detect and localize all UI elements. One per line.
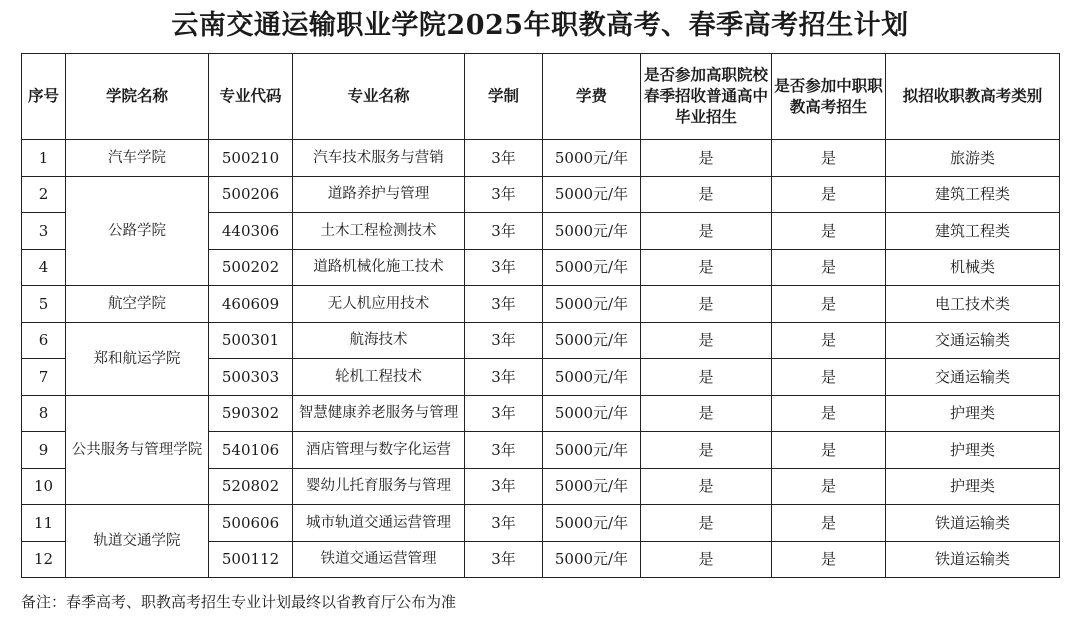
cell-major: 航海技术	[293, 322, 465, 359]
cell-fee: 5000元/年	[543, 213, 641, 250]
cell-duration: 3年	[465, 286, 543, 323]
cell-no: 12	[22, 541, 66, 578]
cell-major: 酒店管理与数字化运营	[293, 432, 465, 469]
cell-vocational-admission: 是	[772, 140, 886, 177]
cell-fee: 5000元/年	[543, 140, 641, 177]
table-body	[22, 140, 1060, 578]
cell-duration: 3年	[465, 541, 543, 578]
cell-duration: 3年	[465, 176, 543, 213]
cell-college: 公路学院	[66, 176, 209, 286]
cell-spring-admission: 是	[641, 322, 772, 359]
cell-major: 城市轨道交通运营管理	[293, 505, 465, 542]
cell-code: 460609	[209, 286, 293, 323]
cell-duration: 3年	[465, 249, 543, 286]
cell-fee: 5000元/年	[543, 468, 641, 505]
cell-code: 500303	[209, 359, 293, 396]
cell-code: 440306	[209, 213, 293, 250]
cell-no: 2	[22, 176, 66, 213]
cell-code: 590302	[209, 395, 293, 432]
table-row	[22, 322, 1060, 359]
cell-duration: 3年	[465, 432, 543, 469]
cell-fee: 5000元/年	[543, 432, 641, 469]
cell-no: 6	[22, 322, 66, 359]
footnote: 备注：春季高考、职教高考招生专业计划最终以省教育厅公布为准	[21, 593, 457, 611]
cell-vocational-admission: 是	[772, 213, 886, 250]
cell-no: 8	[22, 395, 66, 432]
cell-vocational-admission: 是	[772, 359, 886, 396]
cell-no: 3	[22, 213, 66, 250]
cell-spring-admission: 是	[641, 140, 772, 177]
header-spring-admission: 是否参加高职院校春季招收普通高中毕业招生	[641, 54, 772, 140]
cell-spring-admission: 是	[641, 541, 772, 578]
cell-spring-admission: 是	[641, 176, 772, 213]
table-row	[22, 395, 1060, 432]
cell-duration: 3年	[465, 322, 543, 359]
cell-code: 500202	[209, 249, 293, 286]
table-row	[22, 286, 1060, 323]
cell-fee: 5000元/年	[543, 322, 641, 359]
cell-exam-category: 铁道运输类	[886, 541, 1060, 578]
cell-code: 500112	[209, 541, 293, 578]
cell-vocational-admission: 是	[772, 541, 886, 578]
cell-no: 5	[22, 286, 66, 323]
cell-college: 汽车学院	[66, 140, 209, 177]
cell-vocational-admission: 是	[772, 249, 886, 286]
cell-major: 轮机工程技术	[293, 359, 465, 396]
cell-code: 520802	[209, 468, 293, 505]
cell-code: 500606	[209, 505, 293, 542]
header-duration: 学制	[465, 54, 543, 140]
cell-major: 婴幼儿托育服务与管理	[293, 468, 465, 505]
cell-code: 500206	[209, 176, 293, 213]
cell-college: 轨道交通学院	[66, 505, 209, 578]
cell-vocational-admission: 是	[772, 505, 886, 542]
cell-exam-category: 旅游类	[886, 140, 1060, 177]
cell-no: 1	[22, 140, 66, 177]
cell-fee: 5000元/年	[543, 359, 641, 396]
cell-exam-category: 建筑工程类	[886, 213, 1060, 250]
cell-vocational-admission: 是	[772, 286, 886, 323]
cell-major: 智慧健康养老服务与管理	[293, 395, 465, 432]
table-header-row	[22, 54, 1060, 140]
cell-exam-category: 护理类	[886, 395, 1060, 432]
cell-fee: 5000元/年	[543, 395, 641, 432]
cell-major: 汽车技术服务与营销	[293, 140, 465, 177]
cell-fee: 5000元/年	[543, 505, 641, 542]
header-exam-category: 拟招收职教高考类别	[886, 54, 1060, 140]
cell-exam-category: 电工技术类	[886, 286, 1060, 323]
header-vocational-admission: 是否参加中职职教高考招生	[772, 54, 886, 140]
cell-exam-category: 护理类	[886, 432, 1060, 469]
cell-vocational-admission: 是	[772, 322, 886, 359]
cell-vocational-admission: 是	[772, 432, 886, 469]
cell-no: 7	[22, 359, 66, 396]
table-row	[22, 176, 1060, 213]
cell-duration: 3年	[465, 395, 543, 432]
cell-duration: 3年	[465, 468, 543, 505]
cell-spring-admission: 是	[641, 213, 772, 250]
cell-spring-admission: 是	[641, 286, 772, 323]
header-major: 专业名称	[293, 54, 465, 140]
cell-no: 10	[22, 468, 66, 505]
header-college: 学院名称	[66, 54, 209, 140]
cell-major: 道路养护与管理	[293, 176, 465, 213]
cell-exam-category: 护理类	[886, 468, 1060, 505]
cell-major: 无人机应用技术	[293, 286, 465, 323]
cell-vocational-admission: 是	[772, 176, 886, 213]
cell-exam-category: 交通运输类	[886, 359, 1060, 396]
cell-no: 9	[22, 432, 66, 469]
cell-spring-admission: 是	[641, 395, 772, 432]
cell-code: 500210	[209, 140, 293, 177]
cell-no: 11	[22, 505, 66, 542]
cell-duration: 3年	[465, 359, 543, 396]
cell-exam-category: 建筑工程类	[886, 176, 1060, 213]
cell-fee: 5000元/年	[543, 176, 641, 213]
cell-duration: 3年	[465, 505, 543, 542]
cell-vocational-admission: 是	[772, 468, 886, 505]
cell-spring-admission: 是	[641, 432, 772, 469]
cell-duration: 3年	[465, 140, 543, 177]
cell-exam-category: 交通运输类	[886, 322, 1060, 359]
cell-exam-category: 铁道运输类	[886, 505, 1060, 542]
cell-code: 500301	[209, 322, 293, 359]
cell-fee: 5000元/年	[543, 249, 641, 286]
cell-major: 道路机械化施工技术	[293, 249, 465, 286]
cell-no: 4	[22, 249, 66, 286]
page-title: 云南交通运输职业学院2025年职教高考、春季高考招生计划	[171, 10, 909, 41]
cell-college: 公共服务与管理学院	[66, 395, 209, 505]
cell-vocational-admission: 是	[772, 395, 886, 432]
cell-spring-admission: 是	[641, 505, 772, 542]
table-row	[22, 140, 1060, 177]
cell-spring-admission: 是	[641, 359, 772, 396]
cell-major: 土木工程检测技术	[293, 213, 465, 250]
cell-code: 540106	[209, 432, 293, 469]
cell-spring-admission: 是	[641, 468, 772, 505]
cell-major: 铁道交通运营管理	[293, 541, 465, 578]
cell-college: 航空学院	[66, 286, 209, 323]
table-row	[22, 505, 1060, 542]
cell-fee: 5000元/年	[543, 541, 641, 578]
header-fee: 学费	[543, 54, 641, 140]
cell-fee: 5000元/年	[543, 286, 641, 323]
header-code: 专业代码	[209, 54, 293, 140]
cell-spring-admission: 是	[641, 249, 772, 286]
cell-exam-category: 机械类	[886, 249, 1060, 286]
header-no: 序号	[22, 54, 66, 140]
cell-duration: 3年	[465, 213, 543, 250]
enrollment-plan-table	[21, 53, 1060, 578]
cell-college: 郑和航运学院	[66, 322, 209, 395]
